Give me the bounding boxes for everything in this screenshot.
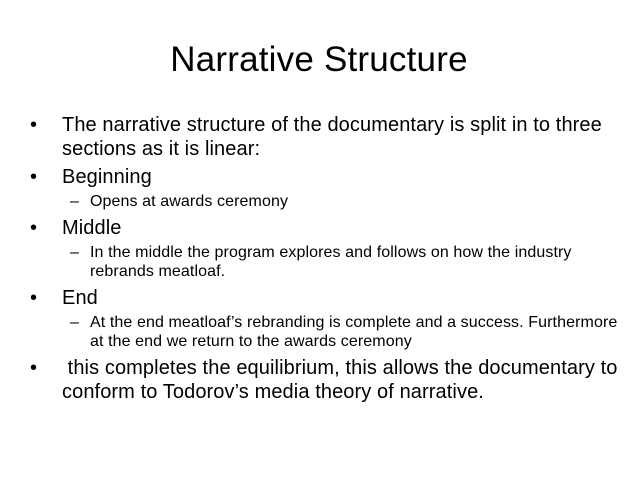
bullet-dot-icon: • [30,357,38,379]
sub-bullet-dash-icon: – [70,244,79,261]
bullet-item [30,356,624,404]
bullet-item [30,165,620,189]
bullet-text: End [62,287,98,309]
bullet-item [30,113,620,161]
bullet-text: Beginning [62,166,152,188]
bullet-item [30,286,620,310]
bullet-dot-icon: • [30,114,38,136]
sub-bullet-item [30,243,620,281]
slide-title: Narrative Structure [170,40,468,79]
bullet-text: The narrative structure of the documentary is split in to three sections as it is linear: [62,114,602,160]
sub-bullet-text: At the end meatloaf’s rebranding is complete and a success. Furthermore at the end we return to the awards ceremony [90,314,618,350]
sub-bullet-item [30,192,620,211]
bullet-dot-icon: • [30,287,38,309]
sub-bullet-dash-icon: – [70,193,79,210]
sub-bullet-dash-icon: – [70,314,79,331]
sub-bullet-text: Opens at awards ceremony [90,193,289,210]
bullet-text: Middle [62,217,122,239]
bullet-item [30,216,620,240]
bullet-text: this completes the equilibrium, this allows the documentary to conform to Todorov’s media theory of narrative. [62,357,624,403]
bullet-list [30,113,624,410]
bullet-dot-icon: • [30,166,38,188]
sub-bullet-item [30,313,620,351]
bullet-dot-icon: • [30,217,38,239]
sub-bullet-text: In the middle the program explores and follows on how the industry rebrands meatloaf. [90,244,572,280]
